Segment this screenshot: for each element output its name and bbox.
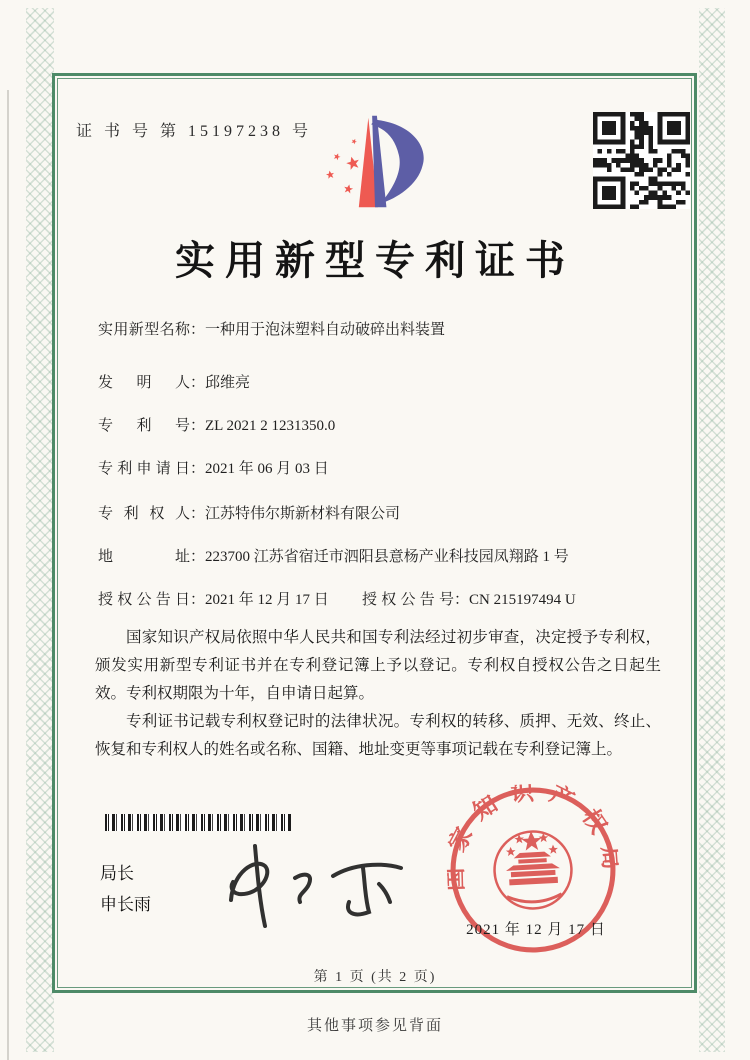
signature-icon [203,838,413,933]
certificate-title: 实用新型专利证书 [175,238,575,283]
qr-code-icon [593,112,690,209]
grant-number-value: CN 215197494 U [469,592,576,608]
field-value: 223700 江苏省宿迁市泗阳县意杨产业科技园凤翔路 1 号 [205,549,569,565]
field-label: 授权公告日 [98,592,190,608]
field-application-date: 专利申请日：2021 年 06 月 03 日 [98,461,329,477]
field-value: 邱维亮 [205,375,251,391]
guilloche-border-left [26,8,54,1052]
legal-text [95,624,661,763]
field-value: 江苏特伟尔斯新材料有限公司 [205,506,401,522]
field-label: 专利号 [98,418,190,434]
field-label: 专利权人 [98,506,190,522]
field-patent-number: 专利号：ZL 2021 2 1231350.0 [98,418,336,434]
field-value: 一种用于泡沫塑料自动破碎出料装置 [205,322,446,338]
certificate-number: 证 书 号 第 15197238 号 [76,123,313,140]
director-name: 申长雨 [100,895,151,914]
director-block [100,858,151,920]
field-value: ZL 2021 2 1231350.0 [205,418,336,434]
certificate-fields [98,320,660,633]
grant-date-value: 2021 年 12 月 17 日 [205,592,329,608]
barcode-icon [105,814,291,831]
field-label: 发明人 [98,375,190,391]
field-label: 实用新型名称 [98,322,190,338]
field-utility-model-name: 实用新型名称：一种用于泡沫塑料自动破碎出料装置 [98,322,446,338]
director-title: 局长 [100,864,134,883]
page-number: 第 1 页 (共 2 页) [313,970,437,985]
back-side-note: 其他事项参见背面 [306,1018,443,1034]
cnipa-logo-icon [315,112,435,212]
legal-paragraph-1: 国家知识产权局依照中华人民共和国专利法经过初步审查，决定授予专利权，颁发实用新型专利证书并在专利登记簿上予以登记。专利权自授权公告之日起生效。专利权期限为十年，自申请日起算。 [95,629,661,702]
field-label: 专利申请日 [98,461,190,477]
field-inventor: 发明人：邱维亮 [98,375,251,391]
field-label: 授权公告号 [362,592,454,608]
field-grant-row: 授权公告日：2021 年 12 月 17 日 授权公告号：CN 215197494 U [98,592,576,608]
field-grant-number: 授权公告号：CN 215197494 U [362,592,576,608]
field-address: 地址：223700 江苏省宿迁市泗阳县意杨产业科技园凤翔路 1 号 [98,549,569,565]
seal-date: 2021 年 12 月 17 日 [466,922,606,938]
legal-paragraph-2: 专利证书记载专利权登记时的法律状况。专利权的转移、质押、无效、终止、恢复和专利权人的姓名或名称、国籍、地址变更等事项记载在专利登记簿上。 [95,712,661,758]
field-patentee: 专利权人：江苏特伟尔斯新材料有限公司 [98,506,401,522]
guilloche-border-right [699,8,725,1052]
field-label: 地址 [98,549,190,565]
field-value: 2021 年 06 月 03 日 [205,461,329,477]
seal-text: 国家知识产权局 [442,779,624,892]
